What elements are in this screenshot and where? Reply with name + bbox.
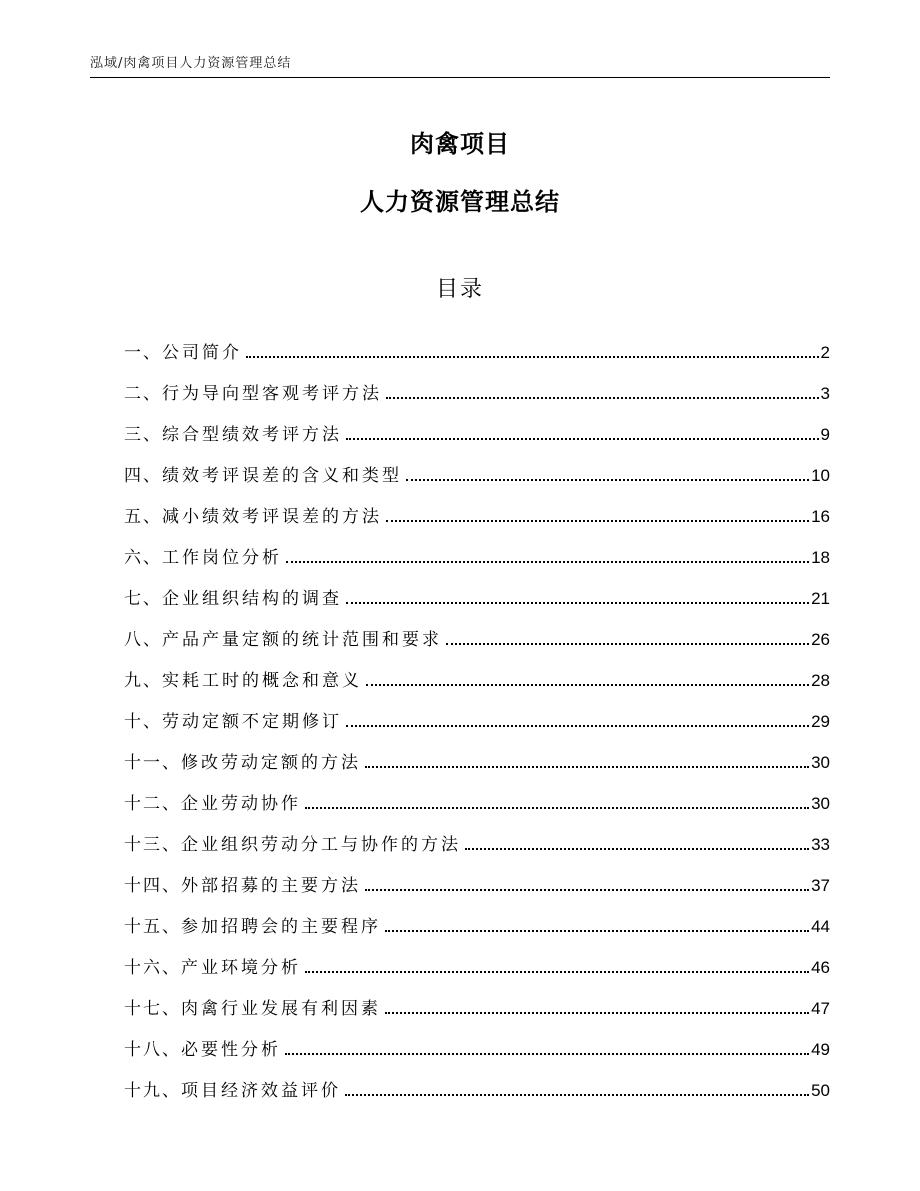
- toc-entry-page: 30: [811, 753, 830, 772]
- toc-entry-page: 50: [811, 1081, 830, 1100]
- header-divider: [90, 77, 830, 78]
- toc-dot-leader: [366, 684, 809, 686]
- toc-entry-number: 十二、: [124, 794, 181, 814]
- toc-entry-number: 十六、: [124, 958, 181, 978]
- toc-entry-page: 21: [811, 589, 830, 608]
- toc-entry[interactable]: [124, 937, 830, 978]
- toc-entry[interactable]: [124, 1060, 830, 1101]
- toc-entry[interactable]: [124, 568, 830, 609]
- toc-entry-page: 49: [811, 1040, 830, 1059]
- toc-entry-number: 十五、: [124, 917, 181, 937]
- toc-entry[interactable]: [124, 322, 830, 363]
- toc-entry-number: 八、: [124, 630, 162, 650]
- toc-entry[interactable]: [124, 609, 830, 650]
- toc-entry-title: 项目经济效益评价: [181, 1081, 341, 1101]
- toc-entry-page: 10: [811, 466, 830, 485]
- toc-dot-leader: [446, 643, 809, 645]
- document-title-line-1: 肉禽项目: [410, 130, 510, 158]
- toc-dot-leader: [365, 766, 809, 768]
- toc-entry-title: 修改劳动定额的方法: [181, 753, 361, 773]
- toc-entry-title: 企业组织结构的调查: [162, 589, 342, 609]
- table-of-contents: [124, 322, 830, 1101]
- toc-entry[interactable]: [124, 896, 830, 937]
- toc-dot-leader: [285, 1053, 809, 1055]
- toc-dot-leader: [465, 848, 809, 850]
- toc-entry-title: 绩效考评误差的含义和类型: [162, 466, 402, 486]
- toc-entry[interactable]: [124, 527, 830, 568]
- toc-dot-leader: [406, 479, 809, 481]
- toc-entry-page: 30: [811, 794, 830, 813]
- toc-entry[interactable]: [124, 404, 830, 445]
- toc-dot-leader: [346, 725, 809, 727]
- toc-entry-page: 28: [811, 671, 830, 690]
- document-title-line-2: 人力资源管理总结: [360, 188, 560, 216]
- toc-entry-number: 十、: [124, 712, 162, 732]
- toc-entry-number: 十九、: [124, 1081, 181, 1101]
- toc-entry[interactable]: [124, 445, 830, 486]
- toc-entry[interactable]: [124, 650, 830, 691]
- toc-entry-title: 实耗工时的概念和意义: [162, 671, 362, 691]
- toc-entry[interactable]: [124, 773, 830, 814]
- toc-entry-number: 七、: [124, 589, 162, 609]
- toc-dot-leader: [365, 889, 809, 891]
- toc-entry-page: 2: [820, 343, 830, 362]
- toc-entry[interactable]: [124, 363, 830, 404]
- toc-entry-page: 46: [811, 958, 830, 977]
- toc-entry[interactable]: [124, 732, 830, 773]
- toc-entry-title: 产业环境分析: [181, 958, 301, 978]
- toc-entry-title: 肉禽行业发展有利因素: [181, 999, 381, 1019]
- toc-entry-number: 四、: [124, 466, 162, 486]
- toc-dot-leader: [346, 438, 819, 440]
- toc-entry-title: 企业劳动协作: [181, 794, 301, 814]
- toc-dot-leader: [385, 930, 809, 932]
- toc-dot-leader: [305, 971, 809, 973]
- toc-entry-page: 29: [811, 712, 830, 731]
- toc-entry-number: 十三、: [124, 835, 181, 855]
- running-header: 泓域/肉禽项目人力资源管理总结: [90, 56, 292, 71]
- toc-entry-title: 公司简介: [162, 343, 242, 363]
- toc-entry-title: 减小绩效考评误差的方法: [162, 507, 382, 527]
- toc-entry-number: 十八、: [124, 1040, 181, 1060]
- toc-dot-leader: [385, 1012, 809, 1014]
- toc-entry-number: 三、: [124, 425, 162, 445]
- toc-entry-number: 五、: [124, 507, 162, 527]
- toc-dot-leader: [286, 561, 809, 563]
- toc-entry-number: 二、: [124, 384, 162, 404]
- toc-entry[interactable]: [124, 814, 830, 855]
- toc-entry-title: 综合型绩效考评方法: [162, 425, 342, 445]
- toc-entry-page: 16: [811, 507, 830, 526]
- toc-entry-title: 劳动定额不定期修订: [162, 712, 342, 732]
- toc-entry-title: 产品产量定额的统计范围和要求: [162, 630, 442, 650]
- toc-entry-number: 六、: [124, 548, 162, 568]
- toc-dot-leader: [386, 520, 809, 522]
- toc-entry-number: 九、: [124, 671, 162, 691]
- toc-entry[interactable]: [124, 855, 830, 896]
- toc-entry-number: 一、: [124, 343, 162, 363]
- toc-entry-title: 企业组织劳动分工与协作的方法: [181, 835, 461, 855]
- toc-heading: 目录: [435, 277, 484, 302]
- toc-entry-page: 37: [811, 876, 830, 895]
- toc-entry-page: 44: [811, 917, 830, 936]
- toc-dot-leader: [246, 356, 819, 358]
- toc-entry-page: 18: [811, 548, 830, 567]
- toc-entry-title: 外部招募的主要方法: [181, 876, 361, 896]
- toc-dot-leader: [386, 397, 819, 399]
- toc-entry-page: 3: [820, 384, 830, 403]
- toc-dot-leader: [345, 1094, 809, 1096]
- toc-entry[interactable]: [124, 978, 830, 1019]
- toc-entry[interactable]: [124, 691, 830, 732]
- toc-entry-title: 行为导向型客观考评方法: [162, 384, 382, 404]
- toc-entry-page: 47: [811, 999, 830, 1018]
- toc-entry-page: 26: [811, 630, 830, 649]
- toc-entry[interactable]: [124, 486, 830, 527]
- toc-entry-number: 十一、: [124, 753, 181, 773]
- toc-entry-title: 工作岗位分析: [162, 548, 282, 568]
- toc-dot-leader: [346, 602, 809, 604]
- toc-entry-title: 必要性分析: [181, 1040, 281, 1060]
- toc-entry-title: 参加招聘会的主要程序: [181, 917, 381, 937]
- toc-entry-number: 十七、: [124, 999, 181, 1019]
- toc-entry[interactable]: [124, 1019, 830, 1060]
- toc-entry-page: 9: [820, 425, 830, 444]
- toc-entry-number: 十四、: [124, 876, 181, 896]
- toc-dot-leader: [305, 807, 809, 809]
- toc-entry-page: 33: [811, 835, 830, 854]
